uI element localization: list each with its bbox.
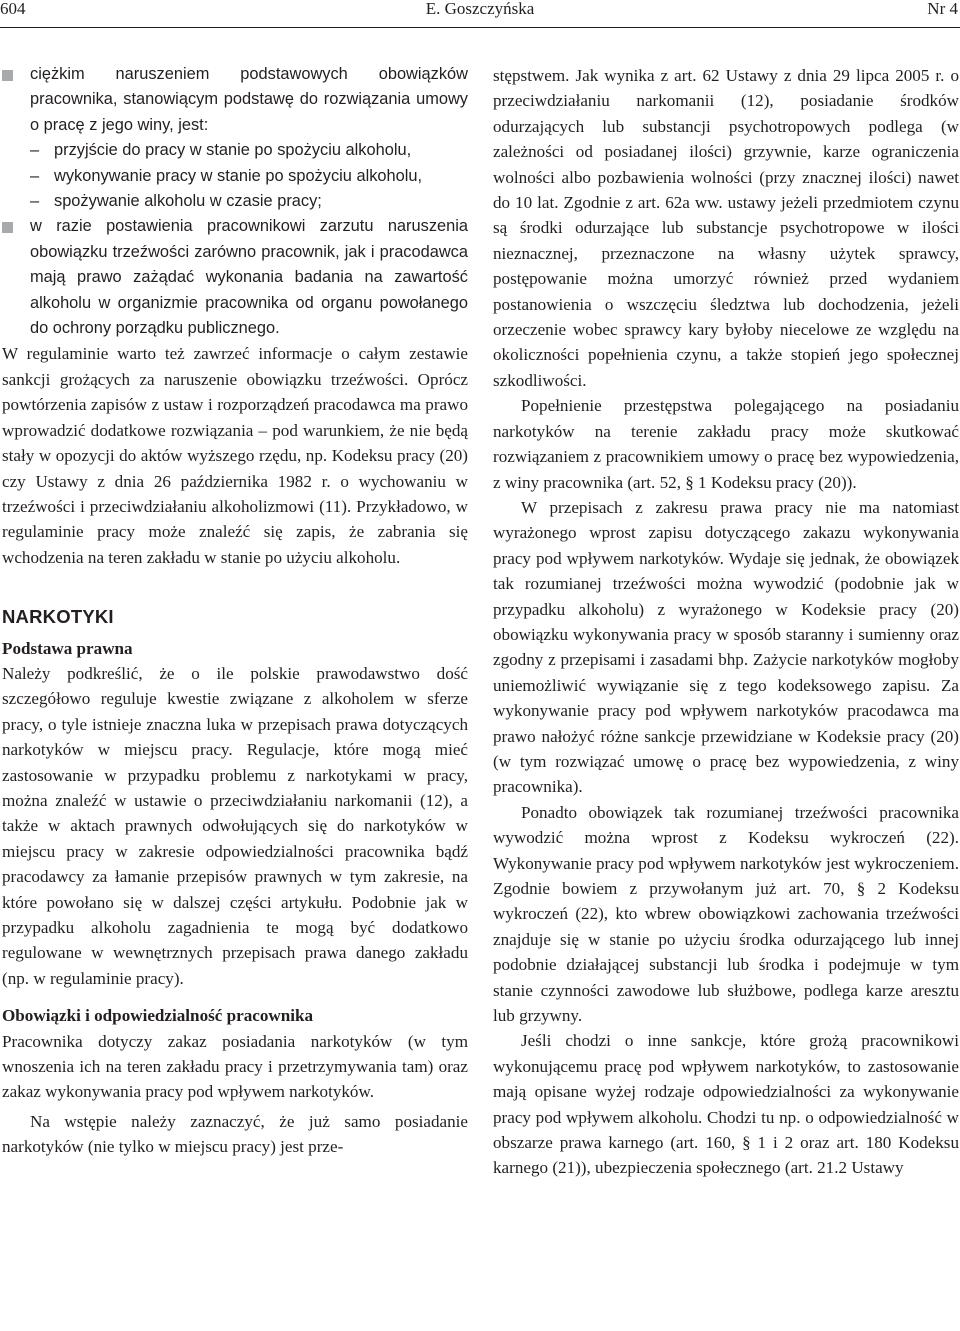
dash-item bbox=[2, 164, 468, 189]
square-bullet-icon bbox=[2, 70, 13, 81]
paragraph: W regulaminie warto też zawrzeć informacje o całym zestawie sankcji grożących za naruszenie obowiązku trzeźwości. Oprócz powtórzenia zapisów z ustaw i rozporządzeń pracodawca ma prawo wprowadzić dodatkowe rozwiązania – pod warunkiem, że nie będą stały w opozycji do aktów wyższego rzędu, np. Kodeksu pracy (20) czy Ustawy z dnia 26 października 1982 r. o wychowaniu w trzeźwości i przeciwdziałaniu alkoholizmowi (11). Przykładowo, w regulaminie pracy może znaleźć się zapis, że zabrania się wchodzenia na teren zakładu w stanie po użyciu alkoholu. bbox=[2, 344, 468, 567]
subsection-heading: Podstawa prawna bbox=[2, 638, 133, 658]
header-rule bbox=[0, 27, 960, 28]
paragraph: Popełnienie przestępstwa polegającego na posiadaniu narkotyków na terenie zakładu pracy może skutkować rozwiązaniem z pracownikiem umowy o pracę bez wypowiedzenia, z winy pracownika (art. 52, § 1 Kodeksu pracy (20)). bbox=[493, 396, 959, 492]
subsection-heading: Obowiązki i odpowiedzialność pracownika bbox=[2, 1006, 314, 1026]
right-column bbox=[493, 63, 959, 1181]
bullet-item bbox=[2, 214, 468, 341]
left-column bbox=[2, 62, 468, 1160]
bullet-item bbox=[2, 62, 468, 138]
dash-item-text: przyjście do pracy w stanie po spożyciu alkoholu, bbox=[54, 141, 412, 160]
bullet-text: w razie postawienia pracownikowi zarzutu naruszenia obowiązku trzeźwości zarówno pracownik, jak i pracodawca mają prawo zażądać wykonania badania na zawartość alkoholu w organizmie pracownika od organu powołanego do ochrony porządku publicznego. bbox=[30, 217, 468, 338]
paragraph: stępstwem. Jak wynika z art. 62 Ustawy z dnia 29 lipca 2005 r. o przeciwdziałaniu narkomanii (12), posiadanie środków odurzających lub substancji psychotropowych podlega (w zależności od posiadanej ilości) grzywnie, karze ograniczenia wolności albo pozbawienia wolności (przy znacznej ilości) nawet do 10 lat. Zgodnie z art. 62a ww. ustawy jeżeli przedmiotem czynu są środki odurzające lub substancje psychotropowe w ilości nieznacznej, przeznaczone na własny użytek sprawcy, postępowanie można umorzyć również przed wydaniem postanowienia o wszczęciu śledztwa lub dochodzenia, jeżeli orzeczenie wobec sprawcy kary byłoby niecelowe ze względu na okoliczności popełnienia czynu, a także stopień jego społecznej szkodliwości. bbox=[493, 66, 959, 390]
dash-item bbox=[2, 138, 468, 163]
dash-item-text: wykonywanie pracy w stanie po spożyciu alkoholu, bbox=[54, 166, 423, 185]
dash-item-text: spożywanie alkoholu w czasie pracy; bbox=[54, 192, 322, 211]
issue-number: Nr 4 bbox=[927, 0, 958, 18]
paragraph: Należy podkreślić, że o ile polskie prawodawstwo dość szczegółowo reguluje kwestie związane z alkoholem w sferze pracy, o tyle istnieje znaczna luka w przepisach prawa dotyczących narkotyków w miejscu pracy. Regulacje, które mogą mieć zastosowanie w przypadku problemu z narkotykami w pracy, można znaleźć w ustawie o przeciwdziałaniu narkomanii (12), a także w aktach prawnych odwołujących się do narkotyków w miejscu pracy w zakresie odpowiedzialności pracownika bądź pracodawcy za łamanie przepisów prawnych w tym zakresie, na które powołano się w dalszej części artykułu. Podobnie jak w przypadku alkoholu zagadnienia te mogą być dodatkowo regulowane w wewnętrznych przepisach prawa danego zakładu (np. w regulaminie pracy). bbox=[2, 663, 468, 988]
dash-bullet-icon: – bbox=[30, 192, 40, 211]
paragraph: Pracownika dotyczy zakaz posiadania narkotyków (w tym wnoszenia ich na teren zakładu pracy i przetrzymywania tam) oraz zakaz wykonywania pracy pod wpływem narkotyków. bbox=[2, 1031, 468, 1102]
paragraph: Jeśli chodzi o inne sankcje, które grożą pracownikowi wykonującemu pracę pod wpływem narkotyków, to zastosowanie mają opisane wyżej rodzaje odpowiedzialności za wykonywanie pracy pod wpływem alkoholu. Chodzi tu np. o odpowiedzialność w obszarze prawa karnego (art. 160, § 1 i 2 oraz art. 180 Kodeksu karnego (21)), ubezpieczenia społecznego (art. 21.2 Ustawy bbox=[493, 1031, 959, 1178]
dash-item bbox=[2, 189, 468, 214]
bullet-text: ciężkim naruszeniem podstawowych obowiązków pracownika, stanowiącym podstawę do rozwiązania umowy o pracę z jego winy, jest: bbox=[30, 65, 468, 134]
page-number: 604 bbox=[0, 0, 26, 18]
running-header bbox=[0, 0, 960, 20]
paragraph: Ponadto obowiązek tak rozumianej trzeźwości pracownika wywodzić można wprost z Kodeksu wykroczeń (22). Wykonywanie pracy pod wpływem narkotyków jest wykroczeniem. Zgodnie bowiem z przywołanym już art. 70, § 2 Kodeksu wykroczeń (22), kto wbrew obowiązkowi zachowania trzeźwości znajduje się w stanie po użyciu środka odurzającego lub innej podobnie działającej substancji lub środka i podejmuje w tym stanie czynności zawodowe lub służbowe, podlega karze aresztu lub grzywny. bbox=[493, 802, 959, 1026]
dash-bullet-icon: – bbox=[30, 166, 40, 185]
square-bullet-icon bbox=[2, 222, 13, 233]
paragraph: W przepisach z zakresu prawa pracy nie ma natomiast wyrażonego wprost zapisu dotyczącego zakazu wykonywania pracy pod wpływem narkotyków. Wydaje się jednak, że obowiązek tak rozumianej trzeźwości można wywodzić (podobnie jak w przypadku alkoholu) z wyrażonego w Kodeksie pracy (20) obowiązku wykonywania pracy w sposób staranny i sumienny oraz zgodny z przepisami i zasadami bhp. Zażycie narkotyków mogłoby uniemożliwić wywiązanie się z tego kodeksowego zapisu. Za wykonywanie pracy pod wpływem narkotyków pracodawca ma prawo nałożyć różne sankcje przewidziane w Kodeksie pracy (20) (w tym rozwiązać umowę o pracę bez wypowiedzenia, z winy pracownika). bbox=[493, 497, 959, 797]
dash-bullet-icon: – bbox=[30, 141, 40, 160]
section-heading: NARKOTYKI bbox=[2, 606, 114, 628]
paragraph: Na wstępie należy zaznaczyć, że już samo posiadanie narkotyków (nie tylko w miejscu pracy) jest prze- bbox=[2, 1111, 468, 1157]
running-header-author: E. Goszczyńska bbox=[425, 0, 535, 18]
